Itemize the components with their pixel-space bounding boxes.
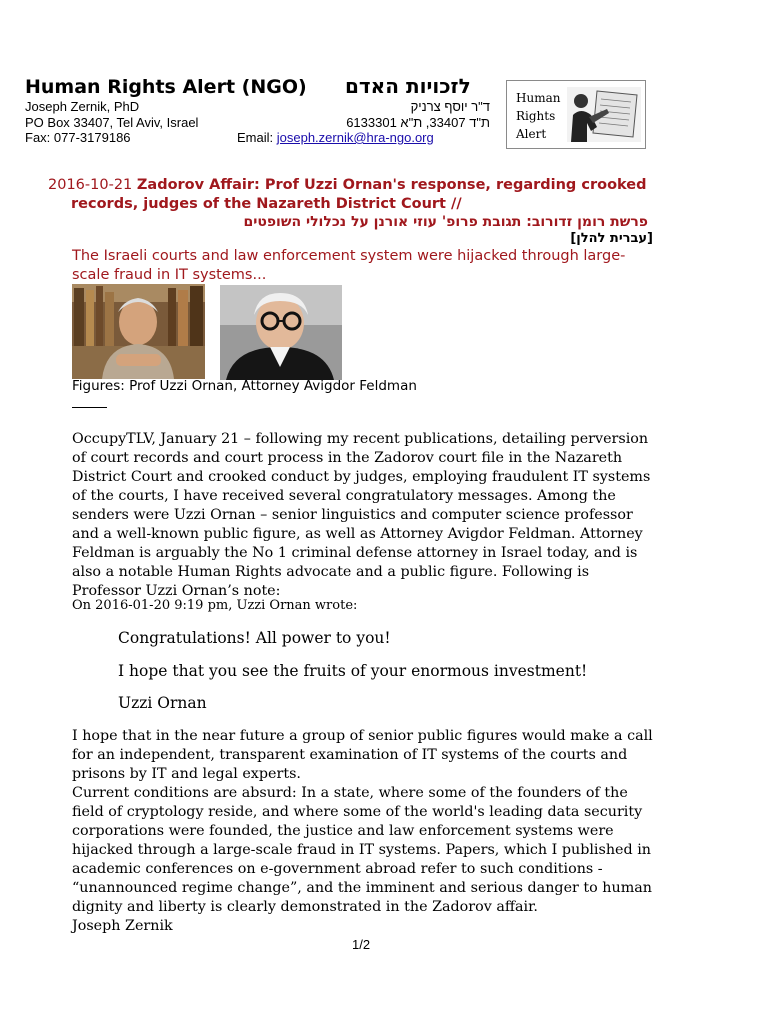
org-name-hebrew: לזכויות האדם	[345, 74, 471, 98]
address-english: PO Box 33407, Tel Aviv, Israel	[25, 115, 199, 130]
logo-word-1: Human	[516, 91, 561, 105]
author-name-english: Joseph Zernik, PhD	[25, 99, 140, 114]
article-date: 2016-10-21	[48, 177, 133, 193]
logo-word-2: Rights	[516, 109, 556, 123]
hra-logo	[506, 80, 646, 149]
page-number: 1/2	[352, 937, 371, 952]
email-line	[237, 130, 434, 145]
separator-rule	[72, 407, 107, 408]
author-signature: Joseph Zernik	[72, 918, 173, 934]
paragraph-1: OccupyTLV, January 21 – following my recent publications, detailing perversion of court records and court process in the Zadorov court file in the Nazareth District Court and crooked conduct by judges, employing fraudulent IT systems of the courts, I have received several congratulatory messages. Among the senders were Uzzi Ornan – senior linguistics and computer science professor and a well-known public figure, as well as Attorney Avigdor Feldman. Attorney Feldman is arguably the No 1 criminal defense attorney in Israel today, and is also a notable Human Rights advocate and a public figure. Following is Professor Uzzi Ornan’s note:	[72, 431, 651, 599]
photo-avigdor-feldman	[220, 285, 342, 380]
article-title	[48, 176, 658, 214]
logo-word-3: Alert	[516, 127, 547, 141]
author-name-hebrew: ד"ר יוסף צרניק	[410, 99, 490, 114]
lead-text: The Israeli courts and law enforcement system were hijacked through large-scale fraud in IT systems...	[72, 248, 626, 283]
paragraph-3: Current conditions are absurd: In a state, where some of the founders of the field of cryptology reside, and where some of the world's leading data security corporations were founded, the justice and law enforcement systems were hijacked through a large-scale fraud in IT systems. Papers, which I published in academic conferences on e-government abroad refer to such conditions - “unannounced regime change”, and the imminent and serious danger to human dignity and liberty is clearly demonstrated in the Zadorov affair.	[72, 785, 653, 915]
email-link[interactable]: joseph.zernik@hra-ngo.org	[276, 130, 434, 145]
email-attribution: On 2016-01-20 9:19 pm, Uzzi Ornan wrote:	[72, 598, 358, 613]
closing-text	[72, 727, 662, 936]
paragraph-2: I hope that in the near future a group of senior public figures would make a call for an independent, transparent examination of IT systems of the courts and prisons by IT and legal experts.	[72, 728, 653, 782]
logo-illustration	[567, 87, 641, 142]
address-hebrew: ת"ד 33407, ת"א 6133301	[346, 115, 490, 130]
logo-text	[516, 89, 560, 143]
hebrew-below-note: [עברית להלן]	[570, 231, 653, 246]
article-title-line-2: records, judges of the Nazareth District Court //	[71, 196, 462, 212]
quote-line-1: Congratulations! All power to you!	[118, 629, 391, 647]
org-name-english: Human Rights Alert (NGO)	[25, 76, 307, 98]
quote-signature: Uzzi Ornan	[118, 694, 207, 712]
article-title-hebrew: פרשת רומן זדורוב: תגובת פרופ' עוזי אורנן על נכלולי השופטים	[243, 214, 648, 230]
photo-uzzi-ornan	[72, 284, 205, 379]
article-title-line-1: Zadorov Affair: Prof Uzzi Ornan's response, regarding crooked	[136, 177, 647, 193]
quote-line-2: I hope that you see the fruits of your enormous investment!	[118, 662, 588, 680]
fax-number: Fax: 077-3179186	[25, 130, 131, 145]
figure-caption: Figures: Prof Uzzi Ornan, Attorney Avigdor Feldman	[72, 378, 417, 394]
email-label: Email:	[237, 130, 277, 145]
